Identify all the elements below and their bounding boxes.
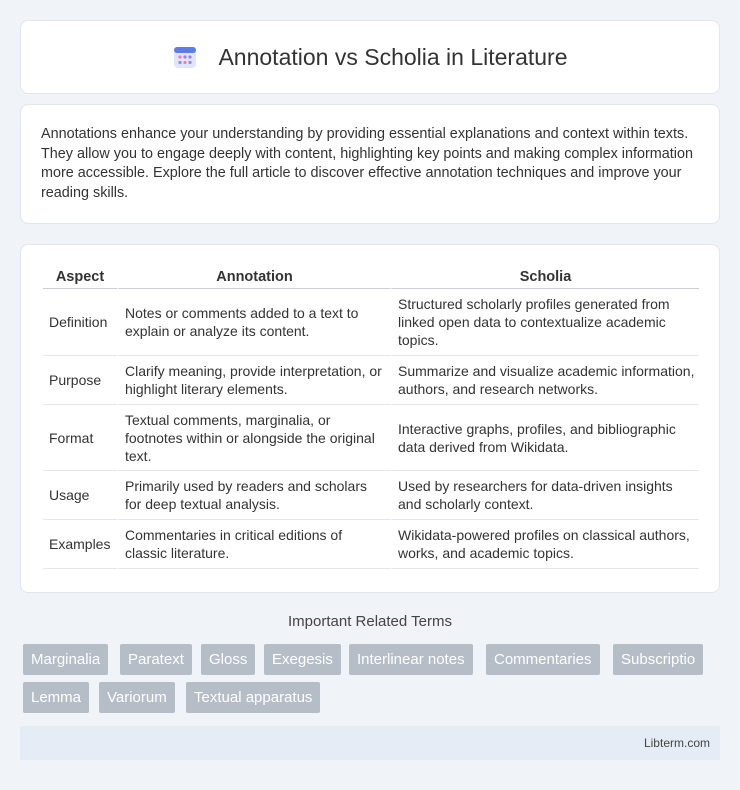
tag-textual-apparatus[interactable]: Textual apparatus: [186, 682, 320, 713]
cell-aspect: Format: [43, 405, 117, 471]
title-card: [20, 20, 720, 94]
comparison-table: [43, 265, 699, 569]
cell-annotation: Textual comments, marginalia, or footnotes within or alongside the original text.: [117, 405, 390, 471]
cell-scholia: Summarize and visualize academic information, authors, and research networks.: [390, 356, 699, 405]
table-row: [43, 356, 699, 405]
table-row: [43, 471, 699, 520]
cell-aspect: Usage: [43, 471, 117, 520]
header-annotation: Annotation: [117, 265, 390, 289]
tag-lemma[interactable]: Lemma: [23, 682, 89, 713]
cell-scholia: Wikidata-powered profiles on classical authors, works, and academic topics.: [390, 520, 699, 569]
cell-annotation: Primarily used by readers and scholars for deep textual analysis.: [117, 471, 390, 520]
tag-marginalia[interactable]: Marginalia: [23, 644, 108, 675]
cell-scholia: Interactive graphs, profiles, and bibliographic data derived from Wikidata.: [390, 405, 699, 471]
tag-interlinear-notes[interactable]: Interlinear notes: [349, 644, 473, 675]
intro-text: Annotations enhance your understanding by providing essential explanations and context within texts. They allow you to engage deeply with content, highlighting key points and making complex information more accessible. Explore the full article to discover effective annotation techniques and improve your reading skills.: [41, 126, 693, 201]
cell-scholia: Structured scholarly profiles generated from linked open data to contextualize academic topics.: [390, 289, 699, 356]
cell-aspect: Definition: [43, 289, 117, 356]
intro-card: [20, 104, 720, 224]
calendar-icon: [172, 44, 198, 70]
cell-annotation: Notes or comments added to a text to explain or analyze its content.: [117, 289, 390, 356]
tag-gloss[interactable]: Gloss: [201, 644, 255, 675]
tag-exegesis[interactable]: Exegesis: [264, 644, 341, 675]
tag-subscriptio[interactable]: Subscriptio: [613, 644, 703, 675]
tag-paratext[interactable]: Paratext: [120, 644, 192, 675]
page-title: Annotation vs Scholia in Literature: [218, 43, 568, 70]
comparison-card: [20, 244, 720, 593]
footer: [20, 726, 720, 760]
table-row: [43, 520, 699, 569]
cell-annotation: Clarify meaning, provide interpretation, or highlight literary elements.: [117, 356, 390, 405]
cell-annotation: Commentaries in critical editions of classic literature.: [117, 520, 390, 569]
table-row: [43, 289, 699, 356]
related-terms-title: Important Related Terms: [288, 613, 452, 630]
tag-commentaries[interactable]: Commentaries: [486, 644, 600, 675]
tag-variorum[interactable]: Variorum: [99, 682, 175, 713]
header-scholia: Scholia: [390, 265, 699, 289]
header-aspect: Aspect: [43, 265, 117, 289]
table-row: [43, 405, 699, 471]
table-header-row: [43, 265, 699, 289]
cell-aspect: Examples: [43, 520, 117, 569]
footer-site-link[interactable]: Libterm.com: [643, 736, 710, 750]
cell-scholia: Used by researchers for data-driven insights and scholarly context.: [390, 471, 699, 520]
cell-aspect: Purpose: [43, 356, 117, 405]
